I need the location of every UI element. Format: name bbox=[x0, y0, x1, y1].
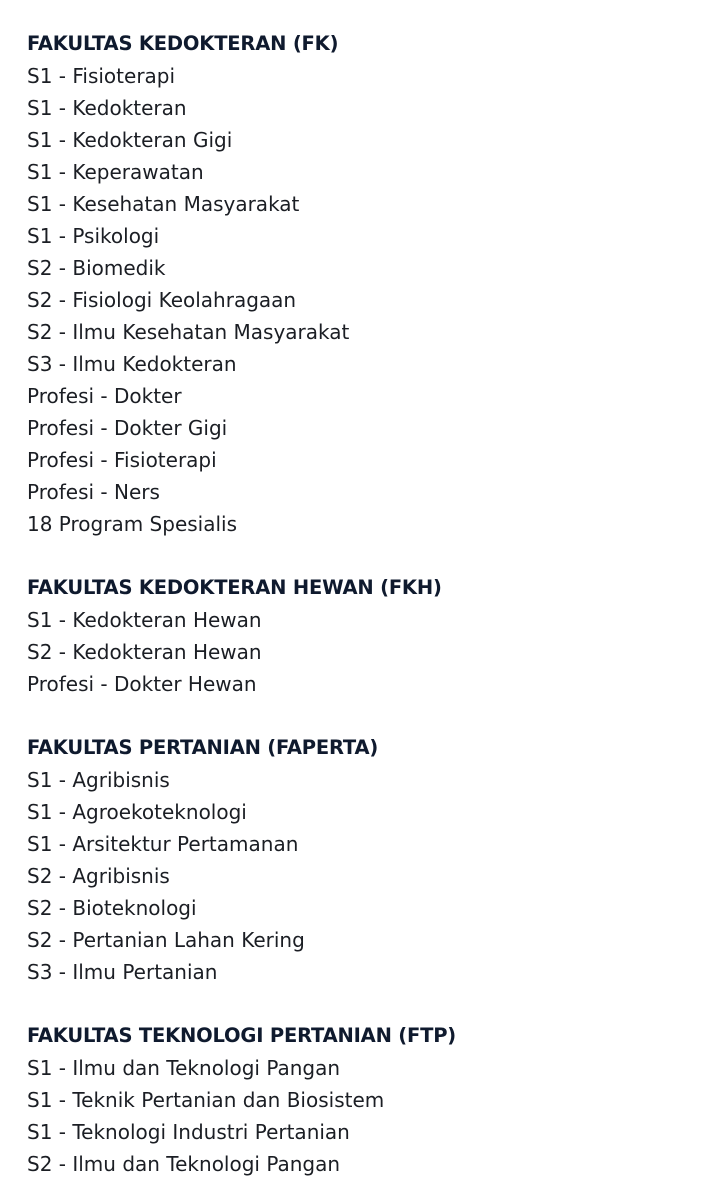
faculty-title: FAKULTAS PERTANIAN (FAPERTA) bbox=[27, 736, 379, 759]
program-item: S2 - Agribisnis bbox=[27, 864, 170, 888]
program-item: S2 - Biomedik bbox=[27, 256, 166, 280]
faculty-title: FAKULTAS KEDOKTERAN HEWAN (FKH) bbox=[27, 576, 442, 599]
program-item: 18 Program Spesialis bbox=[27, 512, 238, 536]
program-item: S1 - Kedokteran bbox=[27, 96, 187, 120]
faculty-title: FAKULTAS TEKNOLOGI PERTANIAN (FTP) bbox=[27, 1024, 457, 1047]
program-item: S1 - Agroekoteknologi bbox=[27, 800, 247, 824]
program-item: S2 - Pertanian Lahan Kering bbox=[27, 928, 305, 952]
program-item: S1 - Psikologi bbox=[27, 224, 160, 248]
program-item: S1 - Keperawatan bbox=[27, 160, 204, 184]
program-item: S1 - Fisioterapi bbox=[27, 64, 176, 88]
program-item: S1 - Ilmu dan Teknologi Pangan bbox=[27, 1056, 341, 1080]
program-item: S1 - Kedokteran Hewan bbox=[27, 608, 262, 632]
faculty-section-fkh bbox=[27, 572, 717, 700]
program-item: Profesi - Fisioterapi bbox=[27, 448, 217, 472]
program-list bbox=[27, 764, 717, 988]
program-item: S1 - Teknologi Industri Pertanian bbox=[27, 1120, 350, 1144]
program-item: Profesi - Dokter Hewan bbox=[27, 672, 257, 696]
program-item: S1 - Arsitektur Pertamanan bbox=[27, 832, 299, 856]
program-item: S2 - Ilmu Kesehatan Masyarakat bbox=[27, 320, 350, 344]
program-item: Profesi - Dokter Gigi bbox=[27, 416, 228, 440]
program-list bbox=[27, 604, 717, 700]
program-item: S2 - Ilmu dan Teknologi Pangan bbox=[27, 1152, 341, 1176]
faculty-section-ftp bbox=[27, 1020, 717, 1180]
program-item: Profesi - Dokter bbox=[27, 384, 182, 408]
faculty-section-faperta bbox=[27, 732, 717, 988]
program-item: S3 - Ilmu Pertanian bbox=[27, 960, 218, 984]
program-item: S1 - Kesehatan Masyarakat bbox=[27, 192, 300, 216]
program-item: S2 - Bioteknologi bbox=[27, 896, 197, 920]
program-item: S2 - Fisiologi Keolahragaan bbox=[27, 288, 297, 312]
program-item: S2 - Kedokteran Hewan bbox=[27, 640, 262, 664]
faculty-section-fk bbox=[27, 28, 717, 540]
program-item: S1 - Kedokteran Gigi bbox=[27, 128, 233, 152]
program-item: S1 - Teknik Pertanian dan Biosistem bbox=[27, 1088, 385, 1112]
program-list bbox=[27, 1052, 717, 1180]
program-list bbox=[27, 60, 717, 540]
faculty-title: FAKULTAS KEDOKTERAN (FK) bbox=[27, 32, 339, 55]
program-item: S3 - Ilmu Kedokteran bbox=[27, 352, 237, 376]
program-item: Profesi - Ners bbox=[27, 480, 160, 504]
program-item: S1 - Agribisnis bbox=[27, 768, 170, 792]
